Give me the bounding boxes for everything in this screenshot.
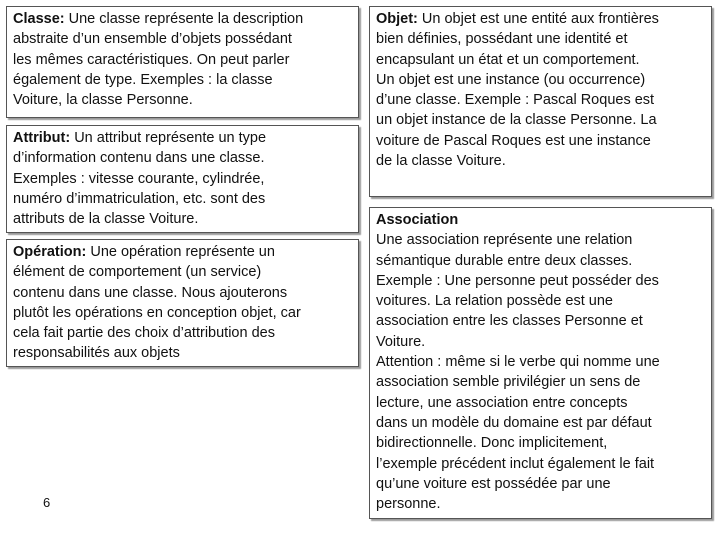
definition-box-attribut	[6, 125, 359, 233]
definition-box-operation	[6, 239, 359, 367]
term-association: Association	[376, 212, 459, 228]
definition-text-attribut: Un attribut représente un type d’information contenu dans une classe. Exemples : vitesse courante, cylindrée, numéro d’immatriculation, etc. sont des attributs de la classe Voiture.	[13, 130, 267, 228]
definition-box-association	[369, 207, 712, 519]
term-classe: Classe:	[13, 11, 65, 27]
definition-text-association: Une association représente une relation sémantique durable entre deux classes. Exemple : Une personne peut posséder des voitures. La relation possède est une association entre les classes Personne et Voiture. Attention : même si le verbe qui nomme une association semble privilégier un sens de lecture, une association entre concepts dans un modèle du domaine est par défaut bidirectionnelle. Donc implicitement, l’exemple précédent inclut également le fait qu’une voiture est possédée par une personne.	[376, 232, 660, 513]
definition-box-classe	[6, 6, 359, 118]
term-objet: Objet:	[376, 11, 418, 27]
definition-text-objet: Un objet est une entité aux frontières bien définies, possédant une identité et encapsulant un état et un comportement. Un objet est une instance (ou occurrence) d’une classe. Exemple : Pascal Roques est un objet instance de la classe Personne. La voiture de Pascal Roques est une instance de la classe Voiture.	[376, 11, 659, 170]
definition-box-objet	[369, 6, 712, 197]
definition-text-classe: Une classe représente la description abstraite d’un ensemble d’objets possédant les mêmes caractéristiques. On peut parler également de type. Exemples : la classe Voiture, la classe Personne.	[13, 11, 304, 109]
definition-text-operation: Une opération représente un élément de comportement (un service) contenu dans une classe. Nous ajouterons plutôt les opérations en conception objet, car cela fait partie des choix d’attribution des responsabilités aux objets	[13, 244, 301, 362]
page-number: 6	[43, 495, 51, 510]
term-operation: Opération:	[13, 244, 87, 260]
term-attribut: Attribut:	[13, 130, 71, 146]
